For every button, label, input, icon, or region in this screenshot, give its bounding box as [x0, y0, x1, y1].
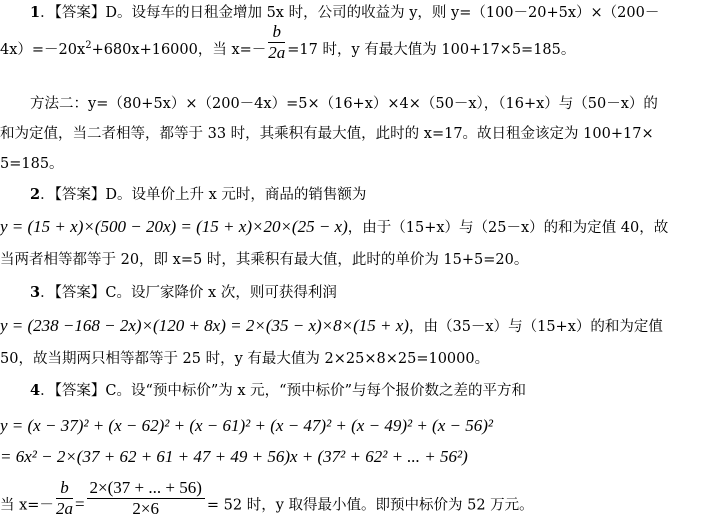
q4-equation-2: = 6x² − 2×(37 + 62 + 61 + 47 + 49 + 56)x + (37² + 62² + ... + 56²)	[0, 447, 468, 466]
q1-frac-num: b	[272, 22, 282, 42]
q4-fraction-1	[56, 478, 73, 519]
q4-f1-num: b	[60, 478, 69, 497]
q4-text-1: ．【答案】C。设“预中标价”为 x 元，“预中标价”与每个报价数之差的平方和	[40, 383, 526, 399]
q2-line-3: 当两者相等都等于 20，即 x=5 时，其乘积有最大值，此时的单价为 15+5=20。	[0, 252, 529, 268]
q2-line-2	[0, 217, 668, 238]
q1-line-3: 方法二：y=（80+5x）×（200－4x）=5×（16+x）×4×（50－x），（16+x）与（50－x）的	[30, 96, 658, 112]
q4-line-3	[0, 447, 468, 468]
q4-text-4c: = 52 时，y 取得最小值。即预中标价为 52 万元。	[206, 497, 534, 514]
q4-line-1	[30, 381, 526, 401]
q3-line-3: 50，故当期两只相等都等于 25 时，y 有最大值为 2×25×8×25=10000。	[0, 351, 490, 367]
q4-f2-den: 2×6	[132, 499, 159, 518]
q2-line-1	[30, 185, 366, 205]
q2-text-2: ，由于（15+x）与（25－x）的和为定值 40，故	[347, 220, 669, 236]
q3-line-2	[0, 316, 663, 337]
q1-text-2c: =17 时，y 有最大值为 100+17×5=185。	[287, 41, 576, 58]
q3-text-1: ．【答案】C。设厂家降价 x 次，则可获得利润	[40, 285, 337, 301]
q1-text-2b: +680x+16000，当 x=－	[91, 41, 267, 58]
q3-line-1	[30, 283, 337, 303]
q4-fraction-2	[87, 478, 205, 519]
q1-frac-den: 2a	[268, 43, 286, 63]
q1-line-4: 和为定值，当二者相等，都等于 33 时，其乘积有最大值，此时的 x=17。故日租金该定为 100+17×	[0, 126, 654, 142]
q4-equation-1: y = (x − 37)² + (x − 62)² + (x − 61)² + (x − 47)² + (x − 49)² + (x − 56)²	[0, 416, 493, 435]
q3-equation: y = (238 −168 − 2x)×(120 + 8x) = 2×(35 − x)×8×(15 + x)	[0, 316, 409, 335]
q1-number: 1	[30, 4, 41, 21]
q4-number: 4	[30, 382, 41, 399]
q4-text-4a: 当 x=－	[0, 497, 54, 514]
q2-equation: y = (15 + x)×(500 − 20x) = (15 + x)×20×(25 − x)	[0, 217, 348, 236]
q1-line-5: 5=185。	[0, 156, 64, 172]
q1-line-2: $4x)=-20x^2+680x+16000$，当 x=－ $\frac{b}{2a}$ =17 时，y 有最大值为 100+17×5=185。	[0, 22, 576, 63]
q1-text-1: ．【答案】D。设每车的日租金增加 5x 时，公司的收益为 y，则 y=（100－20+5x）×（200－	[40, 5, 660, 21]
q4-line-2	[0, 416, 493, 437]
q2-text-1: ．【答案】D。设单价上升 x 元时，商品的销售额为	[40, 187, 367, 203]
q3-text-2: ，由（35－x）与（15+x）的和为定值	[408, 319, 663, 335]
q4-f2-num: 2×(37 + ... + 56)	[87, 478, 205, 499]
q1-line-1	[30, 3, 659, 23]
q4-text-4b: =	[74, 494, 85, 514]
q4-f1-den: 2a	[55, 499, 73, 518]
q3-number: 3	[30, 284, 41, 301]
q1-fraction	[268, 22, 285, 63]
q2-number: 2	[30, 186, 41, 203]
q1-text-2a: 4x）=－20x	[0, 41, 86, 58]
